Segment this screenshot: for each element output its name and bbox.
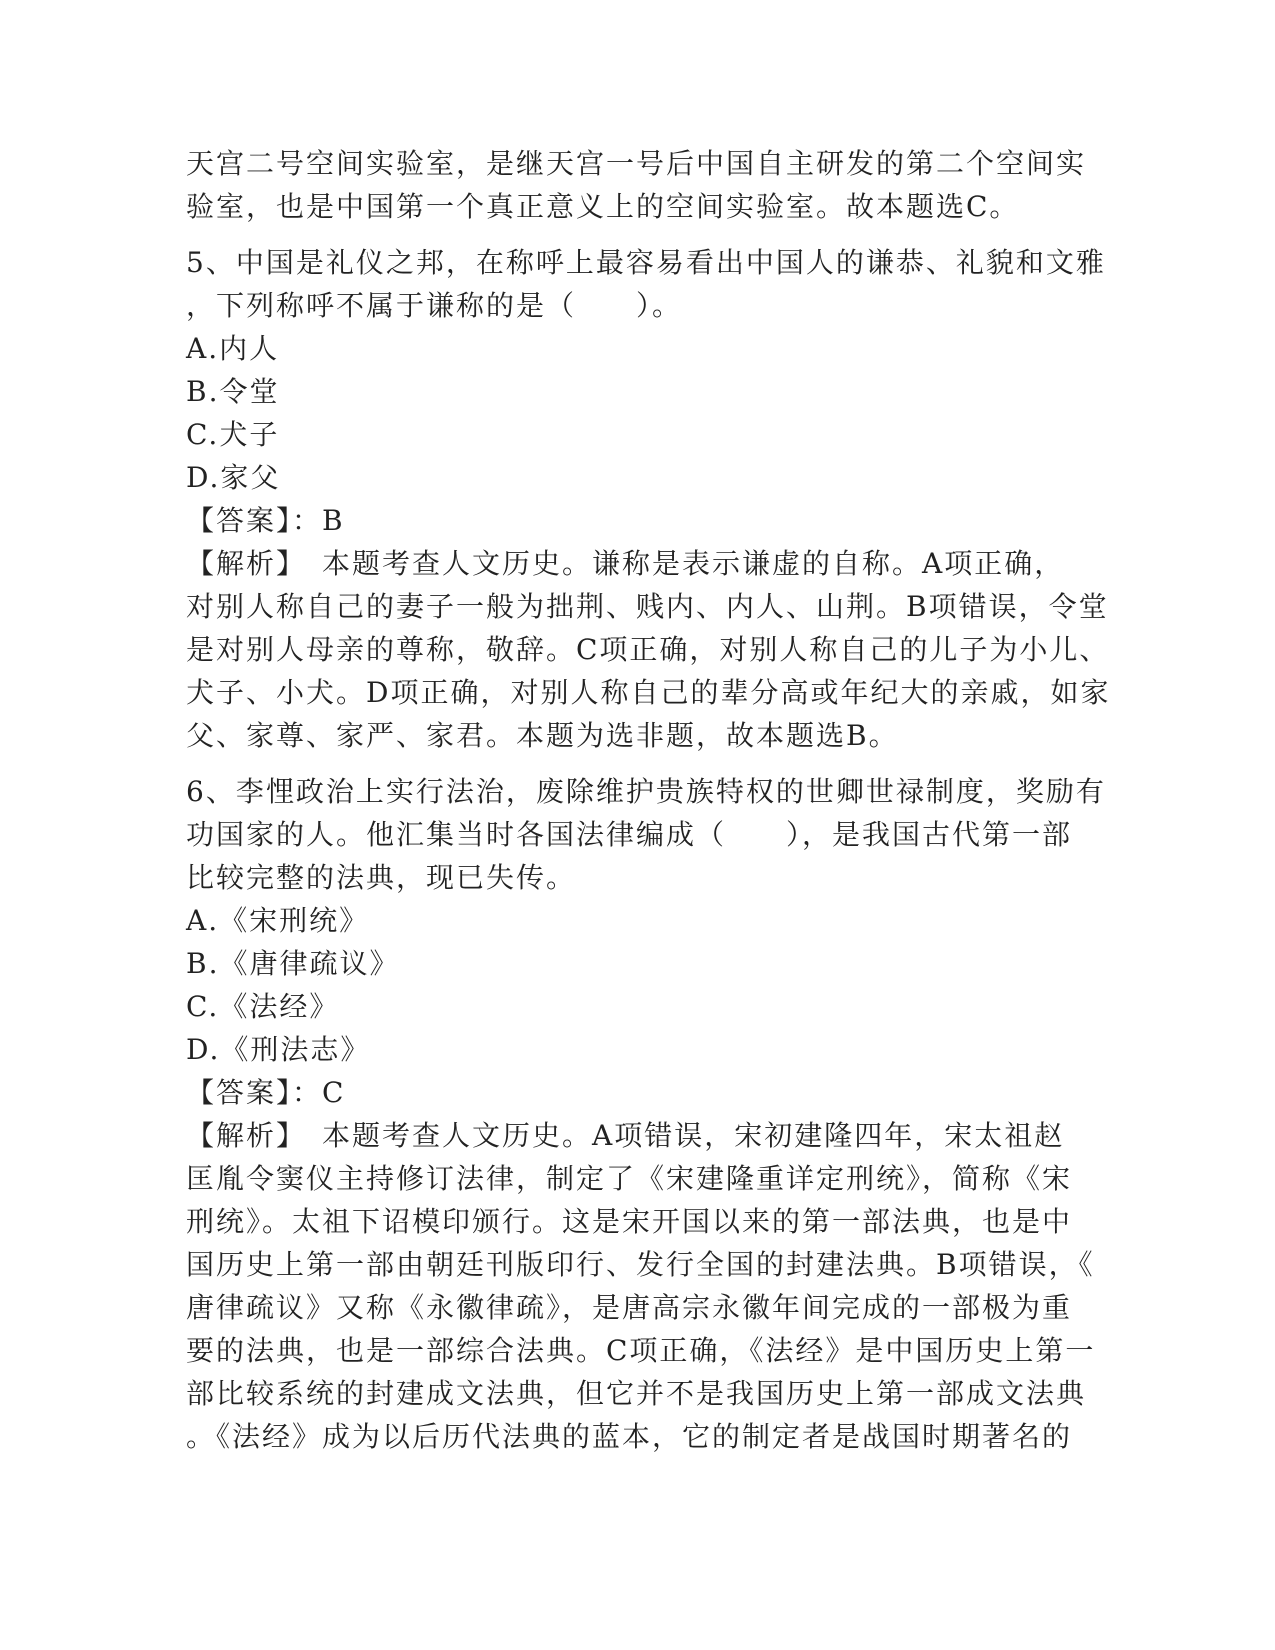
question-5-analysis: 【解析】 本题考查人文历史。谦称是表示谦虚的自称。A项正确， [186,547,1065,580]
question-6-analysis: 国历史上第一部由朝廷刊版印行、发行全国的封建法典。B项错误，《 [186,1248,1095,1281]
question-6-answer: 【答案】：C [186,1076,346,1109]
document-body [186,142,1111,1458]
question-6 [186,770,1106,1458]
intro-explanation [186,142,1086,228]
question-5-option-b: B.令堂 [186,375,280,408]
question-6-option-a: A.《宋刑统》 [186,904,370,937]
question-5-option-c: C.犬子 [186,418,280,451]
text-line: 验室，也是中国第一个真正意义上的空间实验室。故本题选C。 [186,190,1020,223]
question-5 [186,241,1111,757]
question-6-text: 功国家的人。他汇集当时各国法律编成（ ），是我国古代第一部 [186,818,1073,851]
question-6-analysis: 。《法经》成为以后历代法典的蓝本，它的制定者是战国时期著名的 [186,1420,1073,1453]
question-5-text: ，下列称呼不属于谦称的是（ ）。 [186,289,683,322]
question-5-option-d: D.家父 [186,461,281,494]
question-6-analysis: 部比较系统的封建成文法典，但它并不是我国历史上第一部成文法典 [186,1377,1087,1410]
question-5-analysis: 对别人称自己的妻子一般为拙荆、贱内、内人、山荆。B项错误，令堂 [186,590,1109,623]
question-6-analysis: 唐律疏议》又称《永徽律疏》，是唐高宗永徽年间完成的一部极为重 [186,1291,1073,1324]
question-6-analysis: 要的法典，也是一部综合法典。C项正确，《法经》是中国历史上第一 [186,1334,1096,1367]
question-5-analysis: 犬子、小犬。D项正确，对别人称自己的辈分高或年纪大的亲戚，如家 [186,676,1111,709]
question-6-analysis: 刑统》。太祖下诏模印颁行。这是宋开国以来的第一部法典，也是中 [186,1205,1073,1238]
text-line: 天宫二号空间实验室，是继天宫一号后中国自主研发的第二个空间实 [186,147,1087,180]
question-5-analysis: 是对别人母亲的尊称，敬辞。C项正确，对别人称自己的儿子为小儿、 [186,633,1110,666]
question-6-analysis: 匡胤令窦仪主持修订法律，制定了《宋建隆重详定刑统》，简称《宋 [186,1162,1073,1195]
question-5-option-a: A.内人 [186,332,280,365]
question-5-answer: 【答案】：B [186,504,345,537]
question-6-analysis: 【解析】 本题考查人文历史。A项错误，宋初建隆四年，宋太祖赵 [186,1119,1065,1152]
question-5-analysis: 父、家尊、家严、家君。本题为选非题，故本题选B。 [186,719,899,752]
question-6-text: 比较完整的法典，现已失传。 [186,861,577,894]
question-6-option-d: D.《刑法志》 [186,1033,371,1066]
question-6-text: 6、李悝政治上实行法治，废除维护贵族特权的世卿世禄制度，奖励有 [186,775,1106,808]
question-5-text: 5、中国是礼仪之邦，在称呼上最容易看出中国人的谦恭、礼貌和文雅 [186,246,1106,279]
question-6-option-b: B.《唐律疏议》 [186,947,400,980]
question-6-option-c: C.《法经》 [186,990,340,1023]
